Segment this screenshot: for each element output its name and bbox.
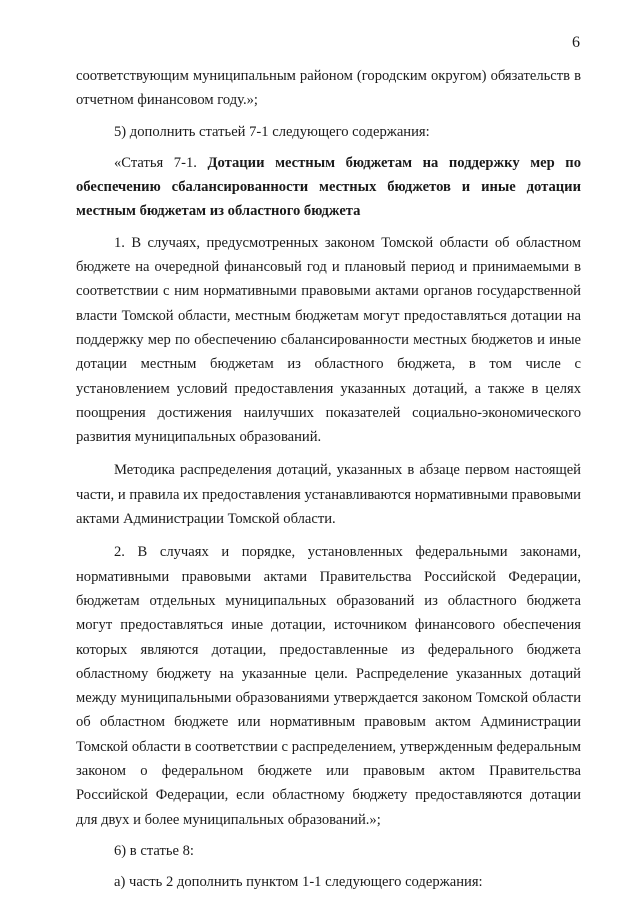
paragraph-item-5: 5) дополнить статьей 7-1 следующего содержания: (114, 123, 430, 140)
page-number: 6 (572, 34, 580, 51)
paragraph-methodology: Методика распределения дотаций, указанных в абзаце первом настоящей части, и правила их предоставления устанавливаются нормативными правовыми актами Администрации Томской области. (76, 462, 581, 528)
article-heading (76, 151, 581, 224)
article-title: Дотации местным бюджетам на поддержку мер по обеспечению сбалансированности местных бюджетов и иные дотации местным бюджетам из областного бюджета (76, 154, 581, 220)
paragraph-part-2: 2. В случаях и порядке, установленных федеральными законами, нормативными правовыми актами Правительства Российской Федерации, бюджетам отдельных муниципальных образований из областного бюджета могут предоставляться иные дотации, источником финансового обеспечения которых являются дотации, предоставленные из федерального бюджета областному бюджету на указанные цели. Распределение указанных дотаций между муниципальными образованиями утверждается законом Томской области об областном бюджете или нормативным правовым актом Администрации Томской области в соответствии с распределением, утвержденным федеральным законом о федеральном бюджете или правовым актом Правительства Российской Федерации, если областному бюджету предоставляются дотации для двух и более муниципальных образований.»; (76, 544, 581, 828)
document-body (76, 64, 581, 895)
paragraph-item-a: а) часть 2 дополнить пунктом 1-1 следующего содержания: (114, 874, 483, 891)
paragraph-part-1: 1. В случаях, предусмотренных законом Томской области об областном бюджете на очередной финансовый год и плановый период и принимаемыми в соответствии с ним нормативными правовыми актами органов государственной власти Томской области, местным бюджетам могут предоставляться дотации на поддержку мер по обеспечению сбалансированности местных бюджетов и иные дотации местным бюджетам из областного бюджета, в том числе с установлением условий предоставления указанных дотаций, а также в целях поощрения достижения наилучших показателей социально-экономического развития муниципальных образований. (76, 234, 581, 446)
paragraph-continuation: соответствующим муниципальным районом (городским округом) обязательств в отчетном финансовом году.»; (76, 68, 581, 109)
article-prefix: «Статья 7-1. (114, 154, 208, 171)
paragraph-item-6: 6) в статье 8: (114, 842, 194, 859)
